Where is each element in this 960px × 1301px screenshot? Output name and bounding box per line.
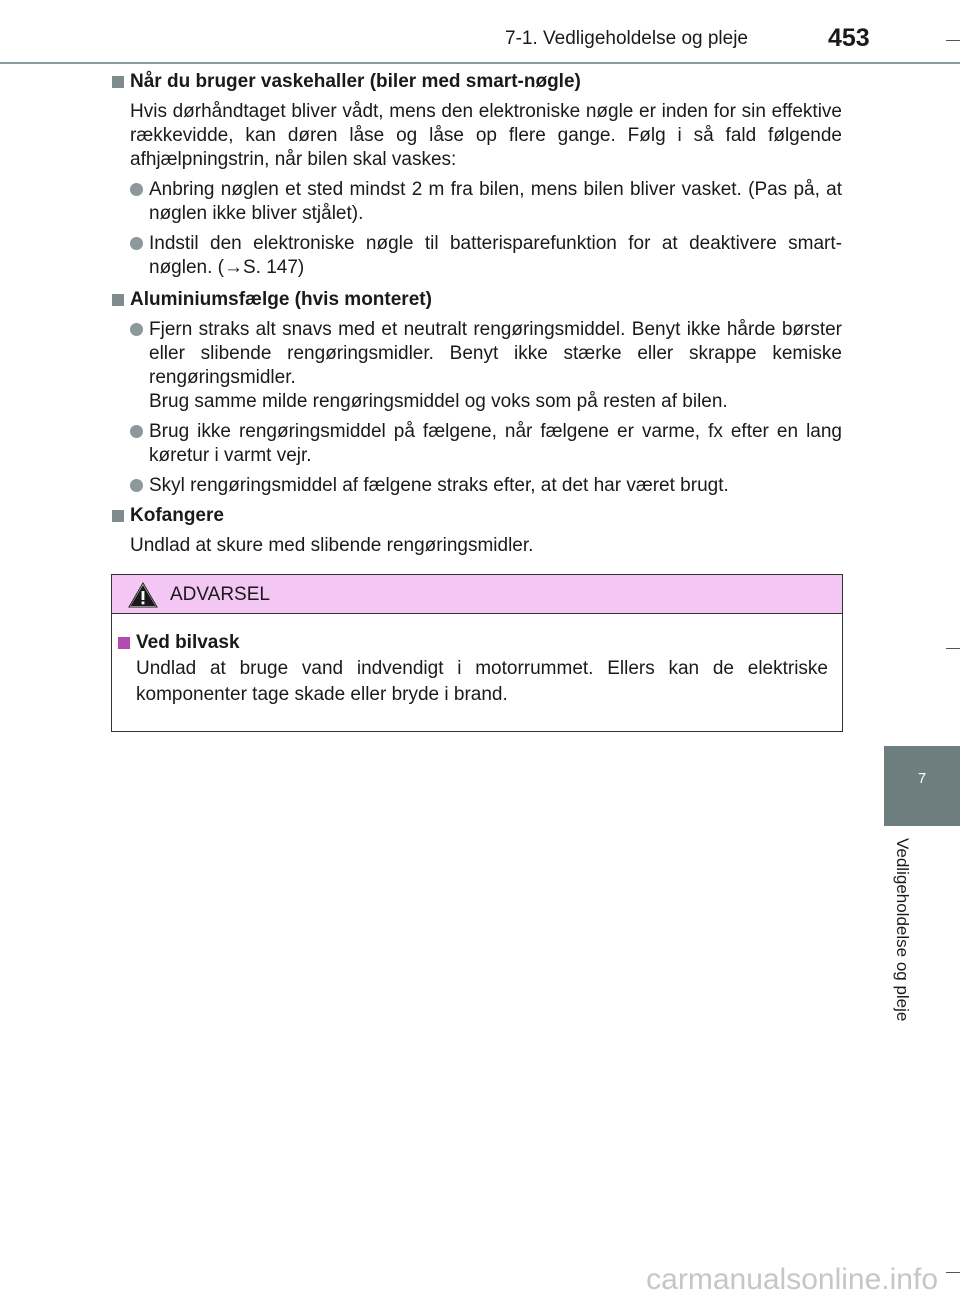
round-bullet-icon xyxy=(130,183,143,196)
margin-tick xyxy=(946,1272,960,1273)
list-item-text: Brug ikke rengøringsmiddel på fælgene, når fælgene er varme, fx efter en lang køretur i varmt vejr. xyxy=(149,421,842,466)
warning-subheading-text: Ved bilvask xyxy=(136,632,240,653)
heading-text: Når du bruger vaskehaller (biler med smart-nøgle) xyxy=(130,71,581,92)
square-bullet-icon xyxy=(112,294,124,306)
list-item-line: Brug samme milde rengøringsmiddel og voks som på resten af bilen. xyxy=(149,391,728,412)
heading-text: Kofangere xyxy=(130,505,224,526)
list-item xyxy=(130,474,842,498)
chapter-number: 7 xyxy=(917,770,927,787)
chapter-label: Vedligeholdelse og pleje xyxy=(893,838,912,1022)
margin-tick xyxy=(946,648,960,649)
round-bullet-icon xyxy=(130,323,143,336)
page-header xyxy=(0,0,960,64)
warning-triangle-icon xyxy=(128,582,158,608)
warning-header xyxy=(112,575,842,614)
list-item xyxy=(130,178,842,226)
bumpers-text: Undlad at skure med slibende rengøringsmidler. xyxy=(130,535,534,556)
section-heading-rims xyxy=(112,288,842,312)
watermark: carmanualsonline.info xyxy=(646,1263,938,1296)
heading-text: Aluminiumsfælge (hvis monteret) xyxy=(130,289,432,310)
warning-text: Undlad at bruge vand indvendigt i motorrummet. Ellers kan de elektriske komponenter tage skade eller bryde i brand. xyxy=(136,658,828,705)
warning-box xyxy=(111,574,843,732)
section-title: 7-1. Vedligeholdelse og pleje xyxy=(505,28,748,49)
list-item xyxy=(130,232,842,280)
warning-subheading xyxy=(118,630,828,656)
header-divider xyxy=(0,62,960,64)
page-number: 453 xyxy=(828,24,870,52)
section-heading-car-wash xyxy=(112,70,842,94)
section-heading-bumpers xyxy=(112,504,842,528)
list-item xyxy=(130,420,842,468)
list-item-text: Skyl rengøringsmiddel af fælgene straks efter, at det har været brugt. xyxy=(149,475,729,496)
list-item-text: Indstil den elektroniske nøgle til batterisparefunktion for at deaktivere smart-nøglen. (→S. 147) xyxy=(149,233,842,278)
round-bullet-icon xyxy=(130,479,143,492)
margin-tick xyxy=(946,40,960,41)
list-item xyxy=(130,318,842,414)
round-bullet-icon xyxy=(130,425,143,438)
square-bullet-icon xyxy=(118,637,130,649)
round-bullet-icon xyxy=(130,237,143,250)
warning-title: ADVARSEL xyxy=(170,584,270,605)
square-bullet-icon xyxy=(112,76,124,88)
list-item-line: Fjern straks alt snavs med et neutralt rengøringsmiddel. Benyt ikke hårde børster eller slibende rengøringsmidler. Benyt ikke stærke eller skrappe kemiske rengøringsmidler. xyxy=(149,319,842,388)
warning-body xyxy=(112,614,842,708)
list-item-text: Anbring nøglen et sted mindst 2 m fra bilen, mens bilen bliver vasket. (Pas på, at nøglen ikke bliver stjålet). xyxy=(149,179,842,224)
car-wash-intro: Hvis dørhåndtaget bliver vådt, mens den elektroniske nøgle er inden for sin effektive rækkevidde, kan døren låse og låse op flere gange. Følg i så fald følgende afhjælpningstrin, når bilen skal vaskes: xyxy=(130,101,842,170)
chapter-tab xyxy=(884,746,960,826)
list-item-text xyxy=(149,318,842,414)
square-bullet-icon xyxy=(112,510,124,522)
main-content xyxy=(112,70,842,564)
